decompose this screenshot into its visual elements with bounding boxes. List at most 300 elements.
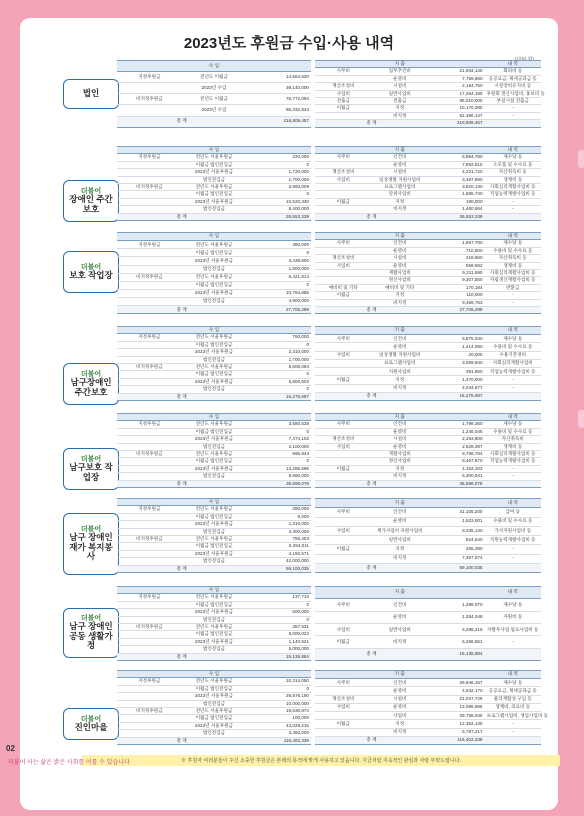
expense-amount: 559,582 <box>428 262 485 269</box>
expense-amount: 1,470,000 <box>428 376 485 384</box>
expense-detail: - <box>485 465 542 472</box>
income-row <box>117 241 311 249</box>
income-source: 법인전입금 <box>182 730 247 737</box>
income-amount: 42,000,000 <box>246 558 311 565</box>
income-amount: 9,000 <box>246 513 311 520</box>
expense-total-row <box>315 213 541 220</box>
income-total-row <box>117 393 311 400</box>
expense-detail: 자원비 등 <box>485 611 542 623</box>
income-amount: 14,564,520 <box>246 72 311 83</box>
expense-total-value: 36,696,079 <box>428 480 485 487</box>
income-category <box>117 105 182 116</box>
expense-row <box>315 473 541 480</box>
expense-item: 인건비 <box>372 679 429 687</box>
expense-category: 이월금 <box>315 465 372 472</box>
income-source: 이월금 법인전입금 <box>182 458 247 465</box>
expense-category: 이월금 <box>315 105 372 112</box>
income-source: 법인전입금 <box>182 473 247 480</box>
expense-category <box>315 359 372 367</box>
expense-category: 사업비 <box>315 443 372 450</box>
income-amount: 10,000,000 <box>246 700 311 707</box>
expense-detail: 수용비 및 수수료 등 <box>485 428 542 435</box>
income-category: 지정후원금 <box>117 334 182 341</box>
expense-amount: 218,860 <box>428 255 485 262</box>
expense-detail: 직업능력개발사업비 등 <box>485 368 542 376</box>
income-source: 이월금 법인전입금 <box>182 161 247 168</box>
expense-item: 인건비 <box>372 421 429 428</box>
expense-category <box>315 611 372 623</box>
brand-mark: 더불어 <box>80 187 102 195</box>
expense-detail: 부설시설 전출금 <box>485 98 542 105</box>
expense-category <box>315 191 372 198</box>
expense-item: 프로그램사업비 <box>372 184 429 191</box>
expense-detail: 직업능력개발사업비 등 <box>485 191 542 198</box>
org-name: 남구 장애인공동 생활가정 <box>69 620 113 651</box>
income-category: 지정후원금 <box>117 72 182 83</box>
expense-item: 재활사업비 <box>372 270 429 277</box>
income-row <box>117 169 311 176</box>
income-source: 이월금 법인전입금 <box>182 715 247 722</box>
income-amount: 0 <box>246 341 311 348</box>
income-amount: 76,772,094 <box>246 94 311 105</box>
income-source: 전년도 서울후원금 <box>182 364 247 371</box>
expense-amount: 4,532,170 <box>428 687 485 695</box>
income-total-row <box>117 565 311 572</box>
income-header <box>117 61 311 72</box>
expense-header <box>315 147 541 154</box>
expense-row <box>315 728 541 736</box>
expense-amount: 4,162,102 <box>428 465 485 472</box>
income-category <box>117 473 182 480</box>
side-tab <box>578 410 584 428</box>
income-amount: 3,450,000 <box>246 730 311 737</box>
expense-item: 운영비 <box>372 517 429 526</box>
org-name: 남구장애인 주간보호 <box>70 376 112 397</box>
expense-detail: 자산취득비 등 <box>485 255 542 262</box>
expense-row <box>315 636 541 648</box>
income-category <box>117 550 182 557</box>
expense-amount: 255,390 <box>428 545 485 554</box>
expense-detail: - <box>485 728 542 736</box>
income-total-row <box>117 306 311 314</box>
income-amount: 6,421,814 <box>246 273 311 281</box>
income-row <box>117 289 311 297</box>
income-source: 2023년 서울후원금 <box>182 289 247 297</box>
expense-total-row <box>315 563 541 572</box>
income-header-cell: 수 입 <box>117 61 311 72</box>
income-source: 2023년 서울후원금 <box>182 638 247 645</box>
income-source: 전년도 서울후원금 <box>182 624 247 631</box>
income-table <box>117 60 311 128</box>
expense-total-blank <box>485 480 542 487</box>
income-source: 법인전입금 <box>182 298 247 306</box>
org-block <box>117 586 541 661</box>
income-source: 전년도 서울후원금 <box>182 273 247 281</box>
income-total-row <box>117 116 311 127</box>
expense-row <box>315 112 541 119</box>
income-table <box>117 232 311 314</box>
income-category <box>117 349 182 356</box>
expense-amount: 21,047,729 <box>428 695 485 703</box>
expense-detail: 수용기본경비 <box>485 351 542 359</box>
income-category <box>117 730 182 737</box>
income-amount: 137,710 <box>246 594 311 601</box>
income-amount: 1,720,000 <box>246 169 311 176</box>
income-row <box>117 594 311 601</box>
income-source: 2023년 서울후원금 <box>182 465 247 472</box>
expense-amount: 7,759,860 <box>428 75 485 82</box>
expense-detail: 사회심리재활사업비 <box>485 359 542 367</box>
income-row <box>117 436 311 443</box>
expense-category: 사업비 <box>315 526 372 535</box>
income-amount: 8,400,000 <box>246 206 311 213</box>
expense-category <box>315 270 372 277</box>
expense-row <box>315 611 541 623</box>
income-row <box>117 536 311 543</box>
expense-detail: 자활투사업 필요사업비 등 <box>485 624 542 636</box>
expense-row <box>315 335 541 343</box>
expense-detail: 자립생산재활사업비 등 <box>485 277 542 284</box>
expense-category: 사무비 <box>315 421 372 428</box>
expense-amount: 4,034,877 <box>428 384 485 392</box>
income-row <box>117 730 311 737</box>
income-row <box>117 273 311 281</box>
expense-category <box>315 458 372 465</box>
income-row <box>117 257 311 265</box>
side-tab <box>578 150 584 168</box>
income-category <box>117 257 182 265</box>
income-category: 비지정후원금 <box>117 624 182 631</box>
detail-header-cell: 내 역 <box>485 61 542 68</box>
expense-row <box>315 184 541 191</box>
brand-mark: 더불어 <box>80 715 102 723</box>
income-row <box>117 356 311 363</box>
income-row <box>117 334 311 341</box>
expense-total-row <box>315 392 541 400</box>
expense-item: 예비비 및 기타 <box>372 284 429 291</box>
income-source: 이월금 법인전입금 <box>182 513 247 520</box>
expense-amount: 6,300,941 <box>428 473 485 480</box>
expense-amount: 1,460,564 <box>428 206 485 213</box>
expense-total-blank <box>485 736 542 744</box>
expense-total-row <box>315 307 541 314</box>
income-amount: 9,660,000 <box>246 473 311 480</box>
income-category <box>117 513 182 520</box>
income-source: 2023년 서울후원금 <box>182 521 247 528</box>
income-category: 지정후원금 <box>117 594 182 601</box>
expense-row <box>315 526 541 535</box>
expense-detail: - <box>485 720 542 728</box>
income-row <box>117 458 311 465</box>
income-source: 법인전입금 <box>182 176 247 183</box>
expense-category <box>315 299 372 306</box>
expense-total-label: 총 계 <box>315 213 428 220</box>
expense-row <box>315 68 541 75</box>
expense-row <box>315 458 541 465</box>
expense-category <box>315 451 372 458</box>
income-header <box>117 414 311 421</box>
expense-item: 인건비 <box>372 240 429 247</box>
expense-item: 운영비 <box>372 161 429 168</box>
income-category <box>117 521 182 528</box>
income-category <box>117 169 182 176</box>
expense-header <box>315 671 541 679</box>
expense-header <box>315 587 541 599</box>
expense-row <box>315 421 541 428</box>
income-row <box>117 722 311 729</box>
expense-amount: 4,221,720 <box>428 169 485 176</box>
expense-detail: 공공요금, 제세공과금 등 <box>485 687 542 695</box>
income-header <box>117 233 311 241</box>
expense-row <box>315 161 541 168</box>
expense-row <box>315 75 541 82</box>
income-row <box>117 506 311 513</box>
income-amount: 0 <box>246 371 311 378</box>
income-amount: 2,100,000 <box>246 443 311 450</box>
expense-row <box>315 262 541 269</box>
footer-slogan: 더불어 사는 삶은 밝은 사회를 이룰 수 있습니다 <box>8 760 130 766</box>
expense-category <box>315 554 372 563</box>
expense-item: 일상생활 지원사업비 <box>372 351 429 359</box>
income-category <box>117 206 182 213</box>
expense-amount: 9,307,550 <box>428 277 485 284</box>
income-row <box>117 298 311 306</box>
expense-header-cell: 지 출 <box>315 147 485 154</box>
expense-category: 이월금 <box>315 636 372 648</box>
income-category: 지정후원금 <box>117 154 182 161</box>
income-header-cell: 수 입 <box>117 671 311 678</box>
income-source: 전년도 서울후원금 <box>182 184 247 191</box>
expense-detail: 후원회 결산사업비, 홍보비 등 <box>486 90 545 96</box>
income-amount: 0 <box>246 191 311 198</box>
income-amount: 1,800,000 <box>246 265 311 273</box>
income-table <box>117 586 311 661</box>
income-category <box>117 685 182 692</box>
expense-detail: 자산취득비 등 <box>485 169 542 176</box>
expense-item: 지정 <box>372 292 429 299</box>
income-row <box>117 528 311 535</box>
expense-category: 전출금 <box>315 98 372 105</box>
expense-detail: 제수당 등 <box>485 679 542 687</box>
expense-detail: 자산취득비 <box>485 436 542 443</box>
expense-row <box>315 247 541 254</box>
expense-item: 정신사업비 <box>372 458 429 465</box>
org-block <box>117 146 541 221</box>
org-block <box>117 498 541 573</box>
expense-item: 인건비 <box>372 335 429 343</box>
income-amount: 86,332,843 <box>246 105 311 116</box>
income-total-label: 총 계 <box>117 653 246 660</box>
income-header <box>117 587 311 594</box>
income-source: 전년도 서울후원금 <box>182 594 247 601</box>
expense-amount: 1,798,360 <box>428 421 485 428</box>
expense-item: 시설비 <box>372 255 429 262</box>
expense-item: 일상생활 지원사업비 <box>372 176 429 183</box>
income-amount: 1,700,000 <box>246 176 311 183</box>
expense-total-row <box>315 480 541 487</box>
income-amount: 43,029,215 <box>246 722 311 729</box>
income-header <box>117 147 311 154</box>
expense-detail: 생계비 등 <box>485 443 542 450</box>
income-amount: 0 <box>246 616 311 623</box>
expense-amount: 8,335,130 <box>428 526 485 535</box>
income-row <box>117 105 311 116</box>
income-amount: 0 <box>246 161 311 168</box>
income-row <box>117 678 311 685</box>
income-amount: 5,000,000 <box>246 646 311 653</box>
income-source: 2023년 서울후원금 <box>182 169 247 176</box>
income-amount: 0 <box>246 281 311 289</box>
detail-header-cell: 내 역 <box>485 233 542 240</box>
income-category <box>117 249 182 257</box>
income-amount: 760,000 <box>246 334 311 341</box>
expense-category: 재산조성비 <box>315 436 372 443</box>
income-amount: 10,520,330 <box>246 198 311 205</box>
income-total-label: 총 계 <box>117 306 246 314</box>
expense-amount: 1,246,045 <box>428 428 485 435</box>
expense-row <box>315 368 541 376</box>
income-row <box>117 513 311 520</box>
income-amount: 10,314,050 <box>246 678 311 685</box>
expense-detail: 생계비 등 <box>485 262 542 269</box>
expense-row <box>315 508 541 517</box>
expense-detail: - <box>485 384 542 392</box>
expense-row <box>315 299 541 306</box>
expense-amount: 1,522,001 <box>428 517 485 526</box>
expense-category: 사무비 <box>315 240 372 247</box>
expense-detail: 제수당 등 <box>485 421 542 428</box>
org-label <box>63 448 119 490</box>
income-amount: 8,000,022 <box>246 631 311 638</box>
income-row <box>117 601 311 608</box>
expense-detail: 생계비, 의료비 등 <box>485 703 542 711</box>
brand-mark: 더불어 <box>80 525 102 533</box>
expense-item: 시설비 <box>372 169 429 176</box>
income-category: 비지정후원금 <box>117 273 182 281</box>
expense-detail: 제수당 등 <box>485 240 542 247</box>
income-row <box>117 161 311 168</box>
income-category: 지정후원금 <box>117 506 182 513</box>
income-source: 이월금 법인전입금 <box>182 428 247 435</box>
expense-item: 비지정 <box>372 636 429 648</box>
income-table <box>117 670 311 745</box>
brand-mark: 더불어 <box>80 614 102 622</box>
income-category <box>117 191 182 198</box>
income-category <box>117 443 182 450</box>
expense-item: 비지정 <box>372 728 429 736</box>
income-category: 비지정후원금 <box>117 708 182 715</box>
expense-category: 사무비 <box>315 599 372 611</box>
income-amount: 3,438,600 <box>246 257 311 265</box>
income-row <box>117 184 311 191</box>
income-total-label: 총 계 <box>117 737 246 744</box>
income-header-cell: 수 입 <box>117 233 311 241</box>
income-total-value: 15,135,884 <box>246 653 311 660</box>
expense-row <box>315 720 541 728</box>
income-header-cell: 수 입 <box>117 499 311 506</box>
expense-table <box>315 146 541 221</box>
expense-item: 운영비 <box>372 428 429 435</box>
expense-detail: - <box>485 198 542 205</box>
expense-amount: 710,500 <box>428 247 485 254</box>
income-source: 2023년 서울후원금 <box>182 349 247 356</box>
expense-item: 업무추진비 <box>372 68 429 75</box>
expense-header-cell: 지 출 <box>315 327 485 335</box>
income-total-value: 116,402,339 <box>246 737 311 744</box>
expense-header-cell: 지 출 <box>315 61 485 68</box>
expense-total-label: 총 계 <box>315 563 428 572</box>
income-row <box>117 249 311 257</box>
expense-row <box>315 154 541 161</box>
expense-category: 사업비 <box>315 262 372 269</box>
income-category <box>117 378 182 385</box>
income-amount: 100,000 <box>246 715 311 722</box>
expense-item: 운영비 <box>372 611 429 623</box>
expense-category <box>315 728 372 736</box>
income-total-value: 16,275,687 <box>246 393 311 400</box>
income-total-row <box>117 213 311 220</box>
org-label <box>63 180 119 222</box>
income-total-value: 27,705,299 <box>246 306 311 314</box>
income-row <box>117 609 311 616</box>
expense-row <box>315 198 541 205</box>
income-row <box>117 198 311 205</box>
expense-row <box>315 443 541 450</box>
income-amount: 0 <box>246 685 311 692</box>
expense-detail: 가사지원사업비 등 <box>485 526 542 535</box>
expense-amount: 9,798,784 <box>428 451 485 458</box>
expense-category <box>315 517 372 526</box>
income-category <box>117 700 182 707</box>
expense-row <box>315 451 541 458</box>
expense-item: 비지정 <box>372 112 429 119</box>
expense-amount: 62,486,147 <box>428 112 485 119</box>
expense-total-value: 26,553,339 <box>428 213 485 220</box>
income-category <box>117 161 182 168</box>
expense-category: 사무비 <box>315 679 372 687</box>
income-category <box>117 715 182 722</box>
expense-total-value: 116,402,339 <box>428 736 485 744</box>
expense-total-label: 총 계 <box>315 392 428 400</box>
expense-total-label: 총 계 <box>315 120 428 127</box>
org-name: 남구 장애인재가 복지봉사 <box>69 531 113 562</box>
expense-amount: 7,357,674 <box>428 554 485 563</box>
income-category <box>117 458 182 465</box>
expense-detail: 제수당 등 <box>485 335 542 343</box>
expense-row <box>315 343 541 351</box>
income-row <box>117 443 311 450</box>
income-amount: 4,900,000 <box>246 298 311 306</box>
expense-row <box>315 687 541 695</box>
expense-category <box>315 247 372 254</box>
expense-item: 인건비 <box>372 599 429 611</box>
expense-item: 일반사업비 <box>372 536 429 545</box>
income-category <box>117 386 182 393</box>
org-label <box>63 513 119 575</box>
income-amount: 5,605,084 <box>246 364 311 371</box>
income-category: 비지정후원금 <box>117 451 182 458</box>
income-source: 이월금 법인전입금 <box>182 631 247 638</box>
income-category <box>117 693 182 700</box>
expense-amount: 9,459,753 <box>428 299 485 306</box>
expense-detail: 제수당 등 <box>485 599 542 611</box>
org-block <box>117 670 549 745</box>
income-total-row <box>117 480 311 487</box>
income-row <box>117 708 311 715</box>
income-source: 2023년 서울후원금 <box>182 693 247 700</box>
expense-item: 운영비 <box>372 343 429 351</box>
expense-amount: 524,640 <box>428 536 485 545</box>
